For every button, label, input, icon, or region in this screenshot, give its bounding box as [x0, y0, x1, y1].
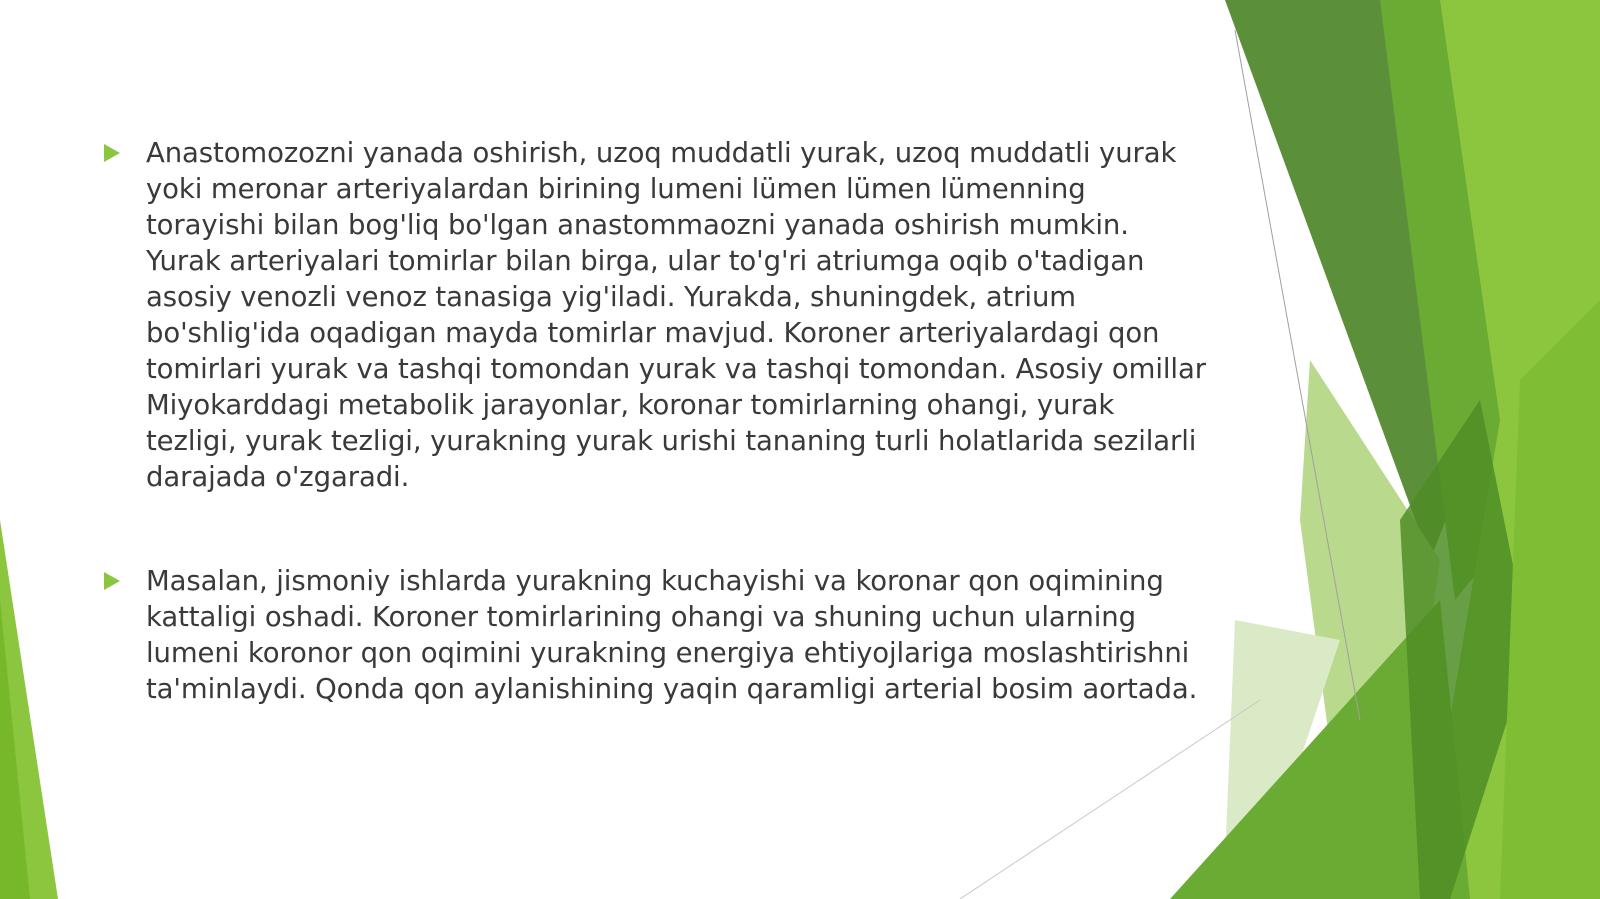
bullet-text-2: Masalan, jismoniy ishlarda yurakning kuchayishi va koronar qon oqimining kattaligi oshadi. Koroner tomirlarining ohangi va shuning uchun ularning lumeni koronor qon oqimini yurakning energiya ehtiyojlariga moslashtirishni ta'minlaydi. Qonda qon aylanishining yaqin qaramligi arterial bosim aortada. — [146, 565, 1198, 705]
bullet-item-2 — [100, 563, 1210, 707]
bullet-item-1 — [100, 135, 1210, 495]
bullet-list — [100, 135, 1210, 707]
bullet-text-1: Anastomozozni yanada oshirish, uzoq muddatli yurak, uzoq muddatli yurak yoki meronar arteriyalardan birining lumeni lümen lümen lümenning torayishi bilan bog'liq bo'lgan anastommaozni yanada oshirish mumkin. Yurak arteriyalari tomirlar bilan birga, ular to'g'ri atriumga oqib o'tadigan asosiy venozli venoz tanasiga yig'iladi. Yurakda, shuningdek, atrium bo'shlig'ida oqadigan mayda tomirlar mavjud. Koroner arteriyalardagi qon tomirlari yurak va tashqi tomondan yurak va tashqi tomondan. Asosiy omillar Miyokarddagi metabolik jarayonlar, koronar tomirlarning ohangi, yurak tezligi, yurak tezligi, yurakning yurak urishi tananing turli holatlarida sezilarli darajada o'zgaradi. — [146, 137, 1206, 493]
triangle-bullet-icon — [104, 572, 120, 590]
triangle-bullet-icon — [104, 144, 120, 162]
